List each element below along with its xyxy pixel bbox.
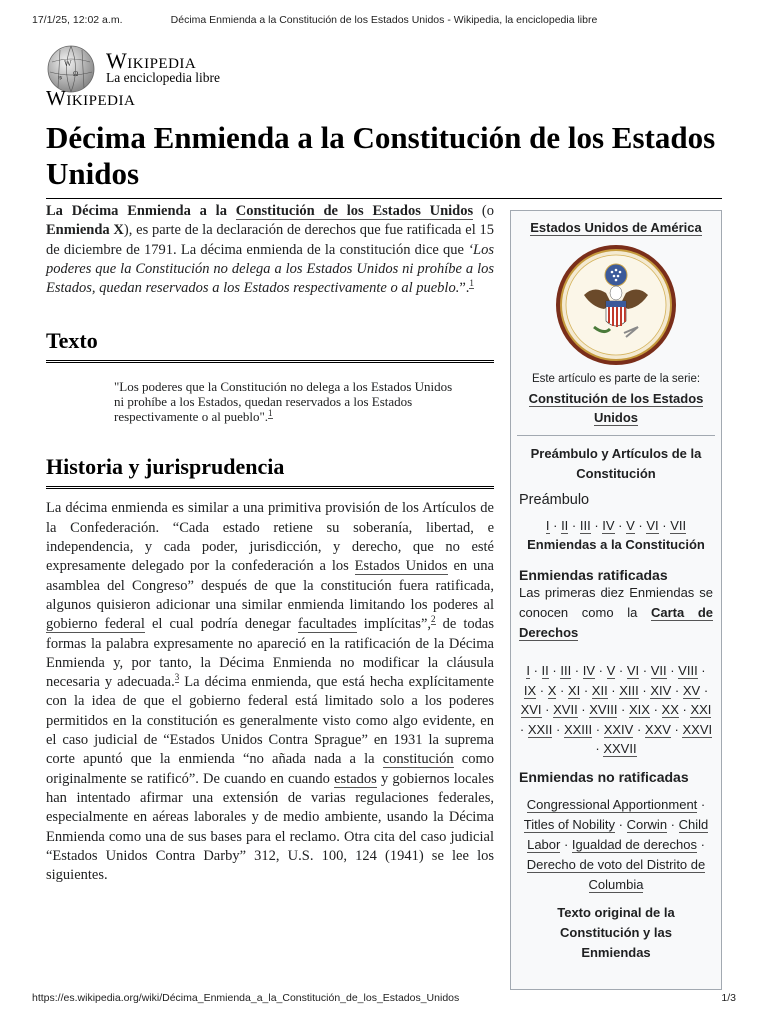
infobox-unratified-link-3[interactable]: Child Labor: [527, 816, 709, 852]
historia-text-4: implícitas”,: [356, 616, 432, 633]
separator-dot: ·: [670, 721, 683, 737]
infobox-amendment-link-17[interactable]: XVIII: [589, 702, 618, 717]
separator-dot: ·: [697, 663, 706, 678]
infobox-unratified-link-4[interactable]: Igualdad de derechos: [571, 836, 697, 852]
blockquote-text: "Los poderes que la Constitución no delega a los Estados Unidos ni prohíbe a los Estados, quedan reservados a los Estados respectivamente o al pueblo".: [114, 379, 453, 425]
infobox-amendment-link-26[interactable]: XXVII: [603, 741, 637, 756]
infobox-amendment-link-18[interactable]: XIX: [629, 702, 650, 717]
separator-dot: ·: [590, 518, 603, 533]
article-body: [46, 202, 494, 885]
link-constitucion-eeuu[interactable]: Constitución de los Estados Unidos: [235, 203, 474, 219]
separator-dot: ·: [549, 518, 562, 533]
infobox-amendment-link-10[interactable]: XI: [567, 682, 581, 698]
infobox-amendment-link-21[interactable]: XXII: [527, 721, 553, 737]
historia-text-2: en una asamblea del Congreso” después de que la constitución fuera ratificada, algunos quisieron adicionar una similar enmienda limitando los poderes al: [46, 558, 494, 613]
intro-quote: ‘Los poderes que la Constitución no delega a los Estados Unidos ni prohíbe a los Estados, quedan reservados a los Estados respectivamente o al pueblo.: [46, 241, 494, 297]
heading-historia: Historia y jurisprudencia: [46, 454, 494, 489]
infobox-country-link[interactable]: Estados Unidos de América: [530, 220, 702, 235]
ref-1-link-quote[interactable]: 1: [268, 408, 273, 419]
infobox-preamble-link[interactable]: Preámbulo: [519, 492, 590, 508]
print-header: [32, 14, 736, 30]
infobox-series-link[interactable]: Constitución de los Estados Unidos: [528, 391, 704, 425]
print-page-number: 1/3: [721, 992, 736, 1004]
infobox-ratified-note: [511, 583, 721, 643]
infobox-amendments-heading: Enmiendas a la Constitución: [527, 537, 705, 552]
infobox-amendment-link-14[interactable]: XV: [682, 682, 701, 698]
intro-text-3: ), es parte de la declaración de derechos que fue ratificada el 15 de diciembre de 1791. La décima enmienda de la constitución dice que: [46, 222, 494, 258]
infobox-amendment-link-8[interactable]: IX: [523, 682, 537, 698]
separator-dot: ·: [700, 682, 709, 698]
separator-dot: ·: [671, 682, 683, 698]
link-constitucion[interactable]: constitución: [382, 751, 454, 768]
separator-dot: ·: [697, 796, 706, 812]
svg-text:ক: ক: [58, 76, 63, 82]
intro-text-4: ”.: [459, 280, 470, 297]
infobox-amendment-link-12[interactable]: XIII: [619, 682, 639, 698]
separator-dot: ·: [607, 682, 620, 698]
separator-dot: ·: [615, 816, 627, 832]
separator-dot: ·: [633, 721, 645, 737]
infobox-amendment-link-3[interactable]: IV: [582, 663, 596, 678]
infobox-unratified-link-0[interactable]: Congressional Apportionment: [526, 796, 698, 812]
infobox-amendment-link-11[interactable]: XII: [591, 682, 608, 698]
infobox-amendment-link-13[interactable]: XIV: [650, 682, 672, 698]
separator-dot: ·: [634, 518, 647, 533]
separator-dot: ·: [658, 518, 671, 533]
link-estados[interactable]: estados: [334, 770, 377, 787]
wikipedia-wordmark-secondary: Wikipedia: [46, 86, 136, 110]
heading-texto: Texto: [46, 328, 494, 363]
infobox-amendment-link-2[interactable]: III: [560, 663, 572, 678]
enmienda-x: Enmienda X: [46, 222, 124, 239]
infobox-amendment-link-4[interactable]: V: [606, 663, 616, 678]
separator-dot: ·: [519, 721, 528, 737]
svg-text:Ω: Ω: [73, 70, 79, 78]
infobox-amendment-link-5[interactable]: VI: [626, 663, 640, 678]
separator-dot: ·: [541, 702, 554, 717]
infobox-amendment-link-15[interactable]: XVI: [520, 702, 542, 717]
separator-dot: ·: [696, 836, 705, 852]
infobox-series-note: Este artículo es parte de la serie:: [531, 373, 701, 385]
infobox-unratified-row: [511, 795, 721, 895]
separator-dot: ·: [548, 663, 561, 678]
infobox-articles-row: [511, 518, 721, 533]
wikipedia-wordmark: Wikipedia: [106, 48, 197, 73]
ratified-note-text: Las primeras diez Enmiendas se conocen como la: [519, 585, 713, 620]
infobox-constitution-series: [510, 210, 722, 990]
ref-3-link[interactable]: 3: [174, 672, 180, 683]
separator-dot: ·: [552, 721, 564, 737]
separator-dot: ·: [617, 702, 629, 717]
page-title: Décima Enmienda a la Constitución de los Estados Unidos: [46, 120, 722, 199]
infobox-preamble-heading: Preámbulo y Artículos de la Constitución: [530, 446, 702, 481]
infobox-divider: [517, 435, 715, 436]
infobox-amendments-row: [511, 661, 721, 759]
infobox-amendment-link-24[interactable]: XXV: [644, 721, 671, 737]
historia-text-6: La décima enmienda, que está hecha explícitamente con la idea de que el gobierno federal está limitado solo a los poderes permitidos en la constitución es generalmente visto como algo evidente, en el caso judicial de “Estados Unidos Contra Sprague” en 1931 la suprema corte apuntó que la enmienda “no añada nada a la: [46, 674, 494, 768]
infobox-article-link-1[interactable]: II: [561, 518, 569, 533]
intro-lead: La Décima Enmienda a la: [46, 203, 227, 219]
amendment-text-quote: [114, 379, 454, 424]
separator-dot: ·: [639, 663, 651, 678]
infobox-article-link-4[interactable]: V: [626, 518, 635, 533]
print-page-title: Décima Enmienda a la Constitución de los Estados Unidos - Wikipedia, la enciclopedia libre: [170, 14, 598, 26]
link-estados-unidos[interactable]: Estados Unidos: [354, 558, 448, 575]
wikipedia-tagline: La enciclopedia libre: [106, 70, 220, 85]
separator-dot: ·: [571, 663, 583, 678]
separator-dot: ·: [615, 663, 627, 678]
intro-paragraph: [46, 202, 494, 298]
great-seal-icon: [554, 243, 678, 367]
separator-dot: ·: [649, 702, 662, 717]
infobox-article-link-5[interactable]: VI: [646, 518, 659, 533]
infobox-amendment-link-19[interactable]: XX: [661, 702, 679, 717]
intro-text-2: (o: [473, 203, 495, 219]
infobox-amendment-link-9[interactable]: X: [547, 682, 557, 698]
separator-dot: ·: [638, 682, 651, 698]
historia-text-8: y gobiernos locales han intentado afirmar una extensión de varias regulaciones federales, especialmente en aéreas laborales y de medio ambiente, usando la Décima Enmienda como una de sus bases para el reclamo. Otra cita del caso judicial “Estados Unidos Contra Darby” 312, U.S. 100, 124 (1941) se lee los siguientes.: [46, 770, 494, 884]
separator-dot: ·: [556, 682, 568, 698]
historia-text-1: La décima enmienda es similar a una primitiva provisión de los Artículos de la Confederación. “Cada estado retiene su soberanía, libertad, e independencia, y cada poder, jurisdicción, y derecho, que no esté expresamente delegado por la confederación a los: [46, 500, 494, 575]
historia-text-7: como originalmente se ratificó”. De cuando en cuando: [46, 751, 494, 787]
separator-dot: ·: [529, 663, 542, 678]
historia-text-3: el cual podría denegar: [144, 616, 298, 633]
infobox-amendment-link-25[interactable]: XXVI: [682, 721, 713, 737]
infobox-amendment-link-1[interactable]: II: [541, 663, 549, 678]
separator-dot: ·: [580, 682, 592, 698]
print-url: https://es.wikipedia.org/wiki/Décima_Enmienda_a_la_Constitución_de_los_Estados_Unidos: [32, 992, 460, 1004]
infobox-amendment-link-6[interactable]: VII: [650, 663, 667, 678]
infobox-amendment-link-23[interactable]: XXIV: [603, 721, 634, 737]
infobox-amendment-link-7[interactable]: VIII: [678, 663, 698, 678]
infobox-bill-of-rights-link[interactable]: Carta de Derechos: [519, 605, 713, 640]
print-datetime: 17/1/25, 12:02 a.m.: [32, 14, 123, 26]
infobox-unratified-link-1[interactable]: Titles of Nobility: [523, 816, 616, 832]
separator-dot: ·: [568, 518, 580, 533]
infobox-unratified-link-5[interactable]: Derecho de voto del Distrito de Columbia: [526, 856, 706, 892]
svg-text:W: W: [64, 59, 72, 68]
separator-dot: ·: [577, 702, 590, 717]
separator-dot: ·: [614, 518, 627, 533]
infobox-article-link-6[interactable]: VII: [670, 518, 687, 533]
separator-dot: ·: [667, 816, 679, 832]
ref-1-link[interactable]: 1: [469, 278, 474, 289]
separator-dot: ·: [560, 836, 572, 852]
separator-dot: ·: [595, 741, 604, 756]
separator-dot: ·: [536, 682, 548, 698]
historia-paragraph: [46, 499, 494, 885]
infobox-amendment-link-0[interactable]: I: [526, 663, 530, 678]
ref-2-link[interactable]: 2: [431, 614, 436, 625]
link-gobierno-federal[interactable]: gobierno federal: [46, 616, 145, 633]
link-facultades[interactable]: facultades: [297, 616, 357, 633]
infobox-original-text: Texto original de la Constitución y las Enmiendas: [557, 904, 675, 960]
separator-dot: ·: [595, 663, 607, 678]
historia-text-5: de todas formas la palabra expresamente no apareció en la ratificación de la Décima Enmienda y, por tanto, la Décima Enmienda no modificar la cláusula necesaria y adecuada.: [46, 616, 495, 691]
infobox-amendment-link-22[interactable]: XXIII: [563, 721, 593, 737]
infobox-unratified-link-2[interactable]: Corwin: [626, 816, 668, 832]
infobox-article-link-3[interactable]: IV: [602, 518, 615, 533]
infobox-ratified-heading: Enmiendas ratificadas: [519, 567, 668, 583]
separator-dot: ·: [666, 663, 679, 678]
print-footer: [32, 992, 736, 1008]
separator-dot: ·: [678, 702, 691, 717]
infobox-amendment-link-20[interactable]: XXI: [690, 702, 712, 717]
infobox-unratified-heading: Enmiendas no ratificadas: [519, 768, 689, 785]
infobox-article-link-0[interactable]: I: [545, 518, 550, 533]
separator-dot: ·: [592, 721, 604, 737]
wikipedia-logo[interactable]: [46, 42, 246, 112]
infobox-article-link-2[interactable]: III: [579, 518, 591, 533]
infobox-amendment-link-16[interactable]: XVII: [553, 702, 578, 717]
